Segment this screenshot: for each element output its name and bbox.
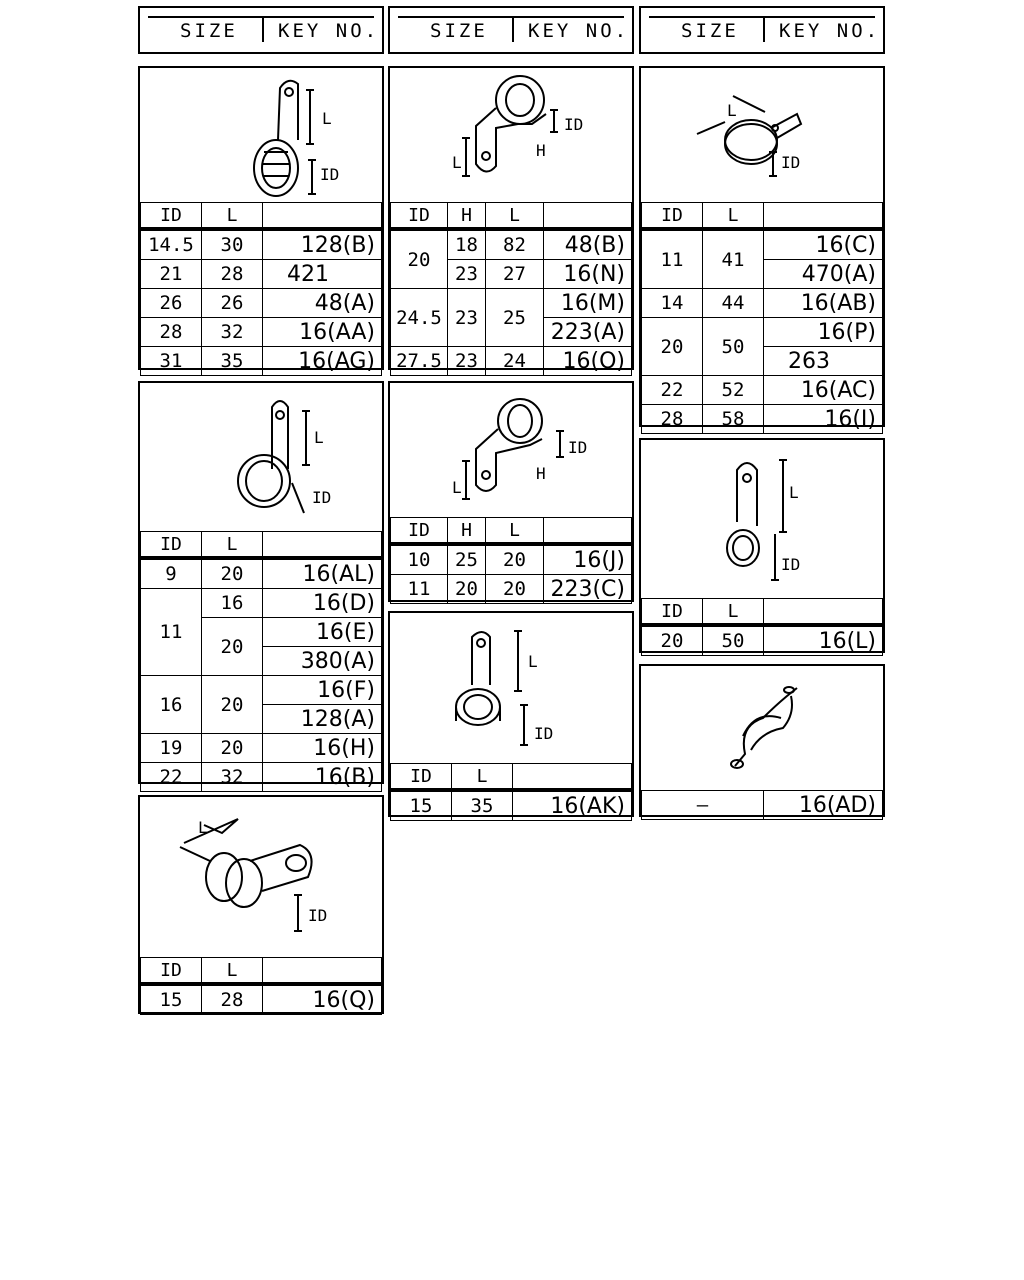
table-cell: 10: [391, 544, 448, 575]
table-cell: 20: [202, 734, 263, 763]
table-cell: H: [448, 518, 486, 545]
table-row: [642, 405, 883, 434]
table-row: [642, 289, 883, 318]
clamp-panel-c3-3: [639, 664, 885, 817]
cushion-p-clamp-diagram: [390, 613, 632, 763]
table-cell: 16(C): [764, 229, 883, 260]
table-cell: 9: [141, 558, 202, 589]
table-cell: 20: [202, 676, 263, 734]
table-cell: L: [202, 958, 263, 985]
table-row: [141, 734, 382, 763]
label-l: L: [528, 652, 538, 671]
key-no: 16(AA): [263, 318, 382, 347]
label-id: ID: [312, 488, 332, 507]
size-table: [390, 763, 632, 821]
table-cell: 15: [391, 790, 452, 821]
table-cell: 16(I): [764, 405, 883, 434]
offset-clamp-diagram: [390, 68, 632, 202]
table-cell: 11: [141, 589, 202, 676]
table-cell: 16(AD): [764, 791, 883, 820]
table-row: [642, 376, 883, 405]
table-row: [391, 575, 632, 604]
table-cell: 32: [202, 318, 263, 347]
key-no: 16(AG): [263, 347, 382, 376]
size-header-1: [138, 6, 384, 54]
clamp-panel-c3-1: [639, 66, 885, 432]
table-cell: 48(B): [544, 229, 632, 260]
p-clamp-diagram: [140, 383, 382, 531]
table-cell: ID: [141, 203, 202, 230]
table-cell: 25: [486, 289, 544, 347]
table-cell: 30: [202, 229, 263, 260]
p-clamp-tab-diagram: [140, 68, 382, 202]
table-row: [642, 625, 883, 656]
table-cell: 14.5: [141, 229, 202, 260]
clamp-panel-c1-3: [138, 795, 384, 1014]
key-no-label: KEY NO.: [528, 20, 630, 42]
table-cell: 19: [141, 734, 202, 763]
table-cell: 26: [202, 289, 263, 318]
table-cell: L: [202, 532, 263, 559]
table-cell: 20: [448, 575, 486, 604]
table-cell: 44: [703, 289, 764, 318]
table-cell: ID: [642, 599, 703, 626]
table-cell: 20: [391, 229, 448, 289]
table-cell: 31: [141, 347, 202, 376]
key-no-label: KEY NO.: [779, 20, 881, 42]
label-l: L: [198, 818, 208, 837]
table-cell: L: [452, 764, 513, 791]
clamp-panel-c2-2: [388, 381, 634, 602]
table-cell: 26: [141, 289, 202, 318]
size-label: SIZE: [430, 20, 488, 42]
table-cell: ID: [141, 958, 202, 985]
key-no: 421: [263, 260, 382, 289]
label-id: ID: [781, 153, 801, 172]
table-row: [141, 558, 382, 589]
label-id: ID: [308, 906, 328, 925]
table-cell: 35: [452, 790, 513, 821]
label-id: ID: [568, 438, 588, 457]
key-no: 48(A): [263, 289, 382, 318]
table-cell: ID: [391, 764, 452, 791]
table-cell: 23: [448, 347, 486, 376]
table-cell: 16(J): [544, 544, 632, 575]
dash: —: [642, 791, 764, 820]
table-cell: 16(O): [544, 347, 632, 376]
size-table: [641, 202, 883, 434]
table-row: [391, 289, 632, 318]
table-cell: ID: [141, 532, 202, 559]
table-cell: 11: [391, 575, 448, 604]
clamp-panel-c2-1: [388, 66, 634, 374]
table-row: [141, 260, 382, 289]
key-no-label: KEY NO.: [278, 20, 380, 42]
table-cell: 128(A): [263, 705, 382, 734]
table-row: [141, 229, 382, 260]
table-cell: 24: [486, 347, 544, 376]
table-cell: 16: [141, 676, 202, 734]
table-cell: 15: [141, 984, 202, 1015]
label-id: ID: [320, 165, 340, 184]
table-row: [391, 544, 632, 575]
table-cell: 16(B): [263, 763, 382, 792]
table-cell: 18: [448, 229, 486, 260]
label-l: L: [727, 101, 737, 120]
label-id: ID: [781, 555, 801, 574]
table-cell: 223(A): [544, 318, 632, 347]
table-row: [642, 318, 883, 347]
size-header-2: [388, 6, 634, 54]
offset-clamp-diagram: [390, 383, 632, 517]
size-table: [390, 517, 632, 604]
table-cell: 16(AC): [764, 376, 883, 405]
clamp-panel-c2-3: [388, 611, 634, 817]
table-cell: 263: [764, 347, 883, 376]
table-row: [141, 763, 382, 792]
table-row: [141, 318, 382, 347]
table-row: [141, 984, 382, 1015]
table-cell: [544, 203, 632, 230]
table-cell: 28: [642, 405, 703, 434]
table-cell: 28: [202, 260, 263, 289]
table-cell: [764, 203, 883, 230]
table-cell: H: [448, 203, 486, 230]
table-cell: [544, 518, 632, 545]
table-cell: L: [486, 518, 544, 545]
table-cell: 20: [202, 558, 263, 589]
table-cell: 27: [486, 260, 544, 289]
label-l: L: [314, 428, 324, 447]
size-table: [641, 790, 883, 820]
table-cell: 41: [703, 229, 764, 289]
size-header-3: [639, 6, 885, 54]
table-cell: L: [202, 203, 263, 230]
size-label: SIZE: [180, 20, 238, 42]
table-cell: 24.5: [391, 289, 448, 347]
table-cell: 16: [202, 589, 263, 618]
table-cell: [263, 203, 382, 230]
size-table: [140, 957, 382, 1015]
table-cell: L: [703, 203, 764, 230]
band-clamp-diagram: [641, 68, 883, 202]
label-l: L: [452, 478, 462, 497]
table-cell: 50: [703, 625, 764, 656]
table-cell: 16(M): [544, 289, 632, 318]
table-cell: 16(H): [263, 734, 382, 763]
table-cell: 20: [642, 625, 703, 656]
table-cell: 20: [202, 618, 263, 676]
label-l: L: [452, 153, 462, 172]
size-table: [140, 531, 382, 792]
label-id: ID: [534, 724, 554, 743]
size-table: [641, 598, 883, 656]
table-cell: 21: [141, 260, 202, 289]
table-cell: 27.5: [391, 347, 448, 376]
table-cell: 16(P): [764, 318, 883, 347]
table-cell: ID: [642, 203, 703, 230]
table-cell: 52: [703, 376, 764, 405]
table-cell: 23: [448, 289, 486, 347]
table-cell: 223(C): [544, 575, 632, 604]
clamp-panel-c3-2: [639, 438, 885, 653]
table-cell: 16(D): [263, 589, 382, 618]
table-cell: 82: [486, 229, 544, 260]
table-row: [391, 229, 632, 260]
long-tab-clamp-diagram: [641, 440, 883, 598]
table-cell: L: [703, 599, 764, 626]
table-cell: 32: [202, 763, 263, 792]
table-cell: 16(L): [764, 625, 883, 656]
table-cell: 22: [141, 763, 202, 792]
table-cell: 16(N): [544, 260, 632, 289]
table-cell: 23: [448, 260, 486, 289]
table-cell: 20: [486, 575, 544, 604]
table-cell: ID: [391, 518, 448, 545]
table-cell: 28: [141, 318, 202, 347]
table-cell: 20: [486, 544, 544, 575]
table-row: [391, 790, 632, 821]
table-cell: 16(AL): [263, 558, 382, 589]
clamp-panel-c1-1: [138, 66, 384, 374]
label-h: H: [536, 141, 546, 160]
table-cell: 25: [448, 544, 486, 575]
table-cell: 50: [703, 318, 764, 376]
cushion-clamp-diagram: [140, 797, 382, 957]
table-cell: [764, 599, 883, 626]
clamp-panel-c1-2: [138, 381, 384, 790]
label-id: ID: [564, 115, 584, 134]
size-table: [390, 202, 632, 376]
size-label: SIZE: [681, 20, 739, 42]
table-cell: 380(A): [263, 647, 382, 676]
table-cell: [263, 532, 382, 559]
key-no: 128(B): [263, 229, 382, 260]
saddle-clamp-diagram: [641, 666, 883, 790]
table-cell: 35: [202, 347, 263, 376]
table-row: [642, 229, 883, 260]
table-row: [141, 347, 382, 376]
table-cell: 16(AB): [764, 289, 883, 318]
table-cell: 22: [642, 376, 703, 405]
table-row: [141, 676, 382, 705]
table-row: [141, 289, 382, 318]
table-cell: 16(Q): [263, 984, 382, 1015]
table-cell: 14: [642, 289, 703, 318]
table-cell: 470(A): [764, 260, 883, 289]
table-cell: [263, 958, 382, 985]
table-cell: L: [486, 203, 544, 230]
table-row: [642, 791, 883, 820]
size-table: [140, 202, 382, 376]
table-cell: 16(E): [263, 618, 382, 647]
label-l: L: [322, 109, 332, 128]
table-cell: 16(AK): [513, 790, 632, 821]
table-cell: ID: [391, 203, 448, 230]
label-l: L: [789, 483, 799, 502]
label-h: H: [536, 464, 546, 483]
table-cell: 16(F): [263, 676, 382, 705]
table-cell: [513, 764, 632, 791]
table-row: [391, 347, 632, 376]
table-cell: 58: [703, 405, 764, 434]
table-cell: 20: [642, 318, 703, 376]
table-cell: 28: [202, 984, 263, 1015]
table-row: [141, 589, 382, 618]
table-cell: 11: [642, 229, 703, 289]
